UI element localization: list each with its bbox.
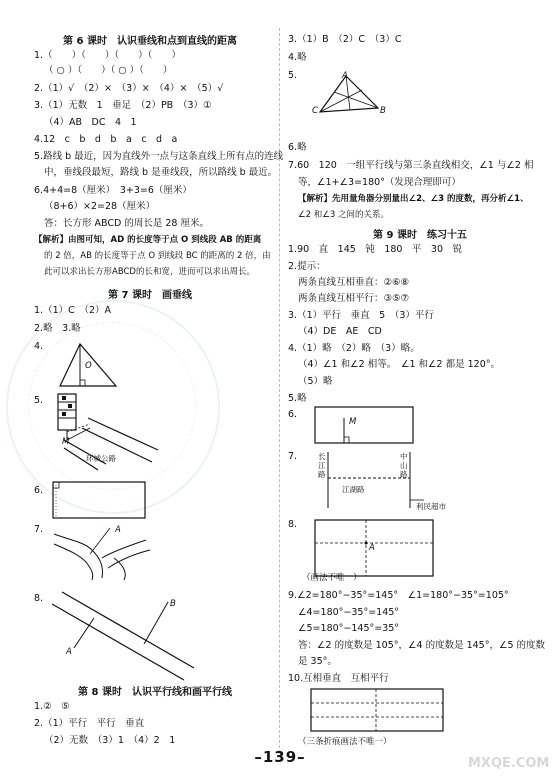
l6-line-7: 5.路线 b 最近，因为直线外一点与这条直线上所有点的连线 <box>34 151 284 162</box>
l6-line-10: （8+6）×2=28（厘米） <box>44 201 156 212</box>
l9-q10: 10.互相垂直 互相平行 <box>288 673 389 684</box>
l6-line-6: 4.12 c b d b a c d a <box>34 134 178 145</box>
r-q7-2: 等，∠1+∠3=180°（发现合理即可） <box>298 177 461 188</box>
l7-q8: 8. <box>34 593 44 604</box>
point-a-label-q7: A <box>115 525 121 535</box>
l6-line-5: （4）AB DC 4 1 <box>44 117 137 128</box>
point-a-label-q8: A <box>66 647 72 657</box>
l6-line-9: 6.4+4=8（厘米） 3+3=6（厘米） <box>34 185 192 196</box>
l6-analysis-3: 此可以求出长方形ABCD的长和宽，进而可以求出周长。 <box>44 267 255 277</box>
l9-line-4: 两条直线互相平行：③⑤⑦ <box>298 293 410 304</box>
l9-line-7: 4.（1）略 （2）略 （3）略。 <box>288 343 420 354</box>
l9-line-6: （4）DE AE CD <box>298 326 382 337</box>
l6-analysis-1: 【解析】由图可知，AD 的长度等于点 O 到线段 AB 的距离 <box>34 235 262 245</box>
l6-analysis-2: 的 2 倍，AB 的长度等于点 O 到线段 BC 的距离的 2 倍，由 <box>44 251 271 261</box>
jianghu-road-label: 江湖路 <box>342 485 365 494</box>
l9-q9-5: 是 35°。 <box>298 656 337 667</box>
l6-line-11: 答：长方形 ABCD 的周长是 28 厘米。 <box>44 218 209 229</box>
l8-line-1: 1.② ⑤ <box>34 701 70 712</box>
supermarket-label: 利民超市 <box>416 502 446 511</box>
point-b-label: B <box>170 599 176 609</box>
q10-folding-figure <box>310 688 446 734</box>
point-o-label: O <box>85 361 92 371</box>
l8-line-3: （2）无数 （3）1 （4）2 1 <box>44 735 176 746</box>
lesson6-title: 第 6 课时 认识垂线和点到直线的距离 <box>63 36 237 47</box>
r-q6: 6.略 <box>288 142 307 153</box>
l7-q6: 6. <box>34 485 44 496</box>
q10-note: （三条折痕画法不唯一） <box>298 737 392 747</box>
l9-q8: 8. <box>288 519 298 530</box>
l6-line-8: 中，垂线段最短，路线 b 是垂线段，所以路线 b 最近。 <box>44 167 278 178</box>
l9-line-9: （5）略 <box>298 376 333 387</box>
l7-q5: 5. <box>34 395 44 406</box>
lesson8-title: 第 8 课时 认识平行线和画平行线 <box>78 687 232 698</box>
point-b-label-r5: B <box>380 106 386 116</box>
l7-q1: 1.（1）C （2）A <box>34 305 112 316</box>
l6-line-1: 1.（ ）（ ）（ ）（ ） <box>34 50 181 61</box>
l8-line-2: 2.（1）平行 平行 垂直 <box>34 718 145 729</box>
l9-line-5: 3.（1）平行 垂直 5 （3）平行 <box>288 310 434 321</box>
r-q7-1: 7.60 120 一组平行线与第三条直线相交，∠1 与∠2 相 <box>288 160 534 171</box>
q8-rectangle-figure <box>314 519 436 579</box>
l9-line-1: 1.90 直 145 钝 180 平 30 锐 <box>288 244 463 255</box>
l7-q4: 4. <box>34 341 44 352</box>
l6-line-2: （ ○ ）（ ）（ ○ ）（ ） <box>44 65 173 76</box>
road-label: 环城公路 <box>86 454 116 463</box>
river-figure <box>50 522 160 582</box>
l9-q9-3: ∠5=180°−145°=35° <box>298 623 400 634</box>
zhongshan-road-label: 中山路 <box>400 452 408 479</box>
l9-q9-1: 9.∠2=180°−35°=145° ∠1=180°−35°=105° <box>288 590 509 601</box>
q8-note: （画法不唯一） <box>302 573 362 583</box>
l9-q9-2: ∠4=180°−35°=145° <box>298 607 400 618</box>
lesson7-title: 第 7 课时 画垂线 <box>108 290 192 301</box>
l7-q7: 7. <box>34 524 44 535</box>
r-analysis-2: ∠2 和∠3 之间的关系。 <box>298 210 389 220</box>
point-a-label-r5: A <box>342 71 348 81</box>
point-a-label-r8: A <box>369 543 375 553</box>
l9-line-2: 2.提示： <box>288 261 326 272</box>
r-q3: 3.（1）B （2）C （3）C <box>288 34 402 45</box>
r-q5: 5. <box>288 70 298 81</box>
r-q4: 4.略 <box>288 52 307 63</box>
l6-line-4: 3.（1）无数 1 垂足 （2）PB （3）① <box>34 100 212 111</box>
l9-q6: 6. <box>288 409 298 420</box>
watermark-text: MXQE.COM <box>468 756 550 771</box>
changjiang-road-label: 长江路 <box>318 452 326 479</box>
point-m-label: M <box>62 437 70 447</box>
point-c-label-r5: C <box>312 106 318 116</box>
l9-q9-4: 答：∠2 的度数是 105°，∠4 的度数是 145°，∠5 的度数 <box>298 640 546 651</box>
point-m-label-r6: M <box>349 417 357 427</box>
l6-line-3: 2.（1）√ （2）× （3）× （4）× （5）√ <box>34 83 224 94</box>
r-analysis-1: 【解析】先用量角器分别量出∠2、∠3 的度数，再分析∠1、 <box>298 194 529 204</box>
l9-line-3: 两条直线互相垂直：②⑥⑧ <box>298 277 410 288</box>
rectangle-figure <box>52 481 148 521</box>
l7-q2: 2.略 3.略 <box>34 323 81 334</box>
q6-rectangle-figure <box>314 406 416 446</box>
lesson9-title: 第 9 课时 练习十五 <box>373 230 467 241</box>
column-divider <box>279 28 280 753</box>
building-road-figure <box>50 392 210 472</box>
l9-line-10: 5.略 <box>288 393 307 404</box>
l9-q7: 7. <box>288 451 298 462</box>
page-number: –139– <box>254 748 306 766</box>
l9-line-8: （4）∠1 和∠2 相等。 ∠1 和∠2 都是 120°。 <box>298 359 501 370</box>
